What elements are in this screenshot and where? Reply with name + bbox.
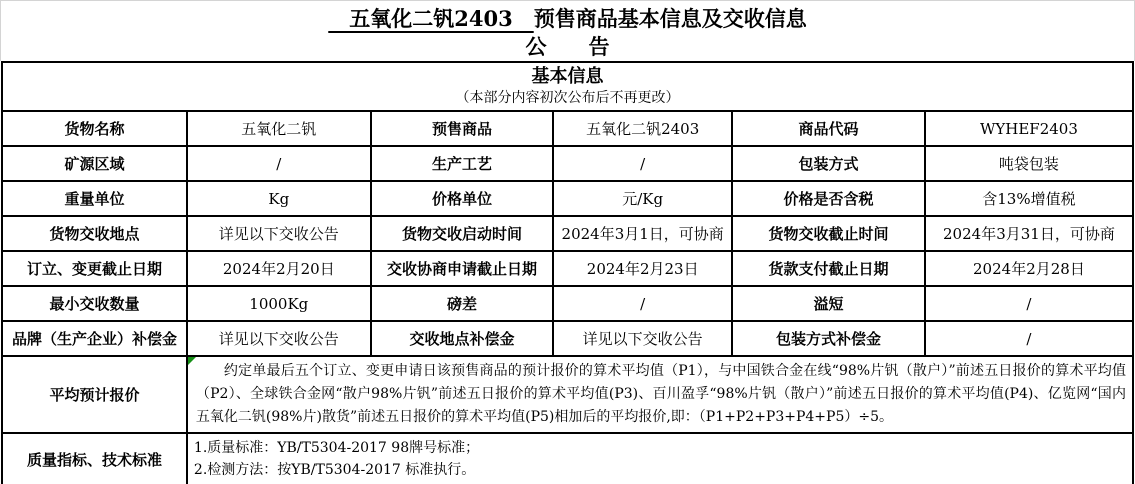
weight-tolerance-value: / (553, 286, 732, 321)
product-code-label: 商品代码 (732, 111, 925, 146)
basic-info-table (1, 61, 1134, 484)
quality-standard-label: 质量指标、技术标准 (2, 433, 187, 484)
overflow-shortage-label: 溢短 (732, 286, 925, 321)
table-row (2, 321, 1133, 356)
average-quote-label: 平均预计报价 (2, 356, 187, 433)
section-header-row (2, 62, 1133, 111)
excel-flag-icon (188, 357, 196, 365)
payment-deadline-label: 货款支付截止日期 (732, 251, 925, 286)
table-row (2, 181, 1133, 216)
title-block (0, 0, 1135, 61)
brand-compensation-value: 详见以下交收公告 (187, 321, 371, 356)
delivery-start-time-label: 货物交收启动时间 (371, 216, 554, 251)
title-underlined-product: 五氧化二钒2403 (328, 6, 534, 31)
table-row (2, 216, 1133, 251)
production-process-label: 生产工艺 (371, 146, 554, 181)
packaging-method-label: 包装方式 (732, 146, 925, 181)
min-delivery-quantity-label: 最小交收数量 (2, 286, 187, 321)
table-row-average-quote (2, 356, 1133, 433)
weight-tolerance-label: 磅差 (371, 286, 554, 321)
ore-region-label: 矿源区域 (2, 146, 187, 181)
quality-standard-line1: 1.质量标准：YB/T5304-2017 98牌号标准； (193, 440, 480, 456)
payment-deadline-value: 2024年2月28日 (925, 251, 1133, 286)
section-header (2, 62, 1133, 111)
price-unit-label: 价格单位 (371, 181, 554, 216)
negotiation-request-deadline-value: 2024年2月23日 (553, 251, 732, 286)
min-delivery-quantity-value: 1000Kg (187, 286, 371, 321)
tax-included-label: 价格是否含税 (732, 181, 925, 216)
table-row (2, 111, 1133, 146)
table-row (2, 251, 1133, 286)
packaging-compensation-value: / (925, 321, 1133, 356)
price-unit-value: 元/Kg (553, 181, 732, 216)
negotiation-request-deadline-label: 交收协商申请截止日期 (371, 251, 554, 286)
delivery-start-time-value: 2024年3月1日，可协商 (553, 216, 732, 251)
presale-product-label: 预售商品 (371, 111, 554, 146)
average-quote-value (187, 356, 1133, 433)
title-rest: 预售商品基本信息及交收信息 (533, 6, 807, 31)
average-quote-text: 约定单最后五个订立、变更申请日该预售商品的预计报价的算术平均值（P1），与中国铁合金在线“98%片钒（散户）”前述五日报价的算术平均值（P2）、全球铁合金网“散户98%片钒”前述五日报价的算术平均值(P3)、百川盈孚“98%片钒（散户）”前述五日报价的算术平均值(P4)、亿览网“国内五氧化二钒(98%片)散货”前述五日报价的算术平均值(P5)相加后的平均报价,即：（P1+P2+P3+P4+P5）÷5。 (195, 363, 1126, 425)
quality-standard-line2: 2.检测方法：按YB/T5304-2017 标准执行。 (193, 462, 476, 478)
goods-name-label: 货物名称 (2, 111, 187, 146)
delivery-location-value: 详见以下交收公告 (187, 216, 371, 251)
overflow-shortage-value: / (925, 286, 1133, 321)
location-compensation-value: 详见以下交收公告 (553, 321, 732, 356)
page-title-line2: 公 告 (525, 34, 610, 59)
packaging-method-value: 吨袋包装 (925, 146, 1133, 181)
location-compensation-label: 交收地点补偿金 (371, 321, 554, 356)
table-row (2, 146, 1133, 181)
packaging-compensation-label: 包装方式补偿金 (732, 321, 925, 356)
goods-name-value: 五氧化二钒 (187, 111, 371, 146)
production-process-value: / (553, 146, 732, 181)
delivery-location-label: 货物交收地点 (2, 216, 187, 251)
ore-region-value: / (187, 146, 371, 181)
order-change-deadline-label: 订立、变更截止日期 (2, 251, 187, 286)
table-row (2, 286, 1133, 321)
weight-unit-label: 重量单位 (2, 181, 187, 216)
delivery-end-time-value: 2024年3月31日，可协商 (925, 216, 1133, 251)
weight-unit-value: Kg (187, 181, 371, 216)
page-title-line1 (1, 5, 1134, 33)
order-change-deadline-value: 2024年2月20日 (187, 251, 371, 286)
section-title: 基本信息 (531, 66, 604, 87)
section-subtitle: （本部分内容初次公布后不再更改） (455, 90, 680, 106)
tax-included-value: 含13%增值税 (925, 181, 1133, 216)
brand-compensation-label: 品牌（生产企业）补偿金 (2, 321, 187, 356)
presale-product-value: 五氧化二钒2403 (553, 111, 732, 146)
delivery-end-time-label: 货物交收截止时间 (732, 216, 925, 251)
quality-standard-value (187, 433, 1133, 484)
table-row-quality-standard (2, 433, 1133, 484)
product-code-value: WYHEF2403 (925, 111, 1133, 146)
